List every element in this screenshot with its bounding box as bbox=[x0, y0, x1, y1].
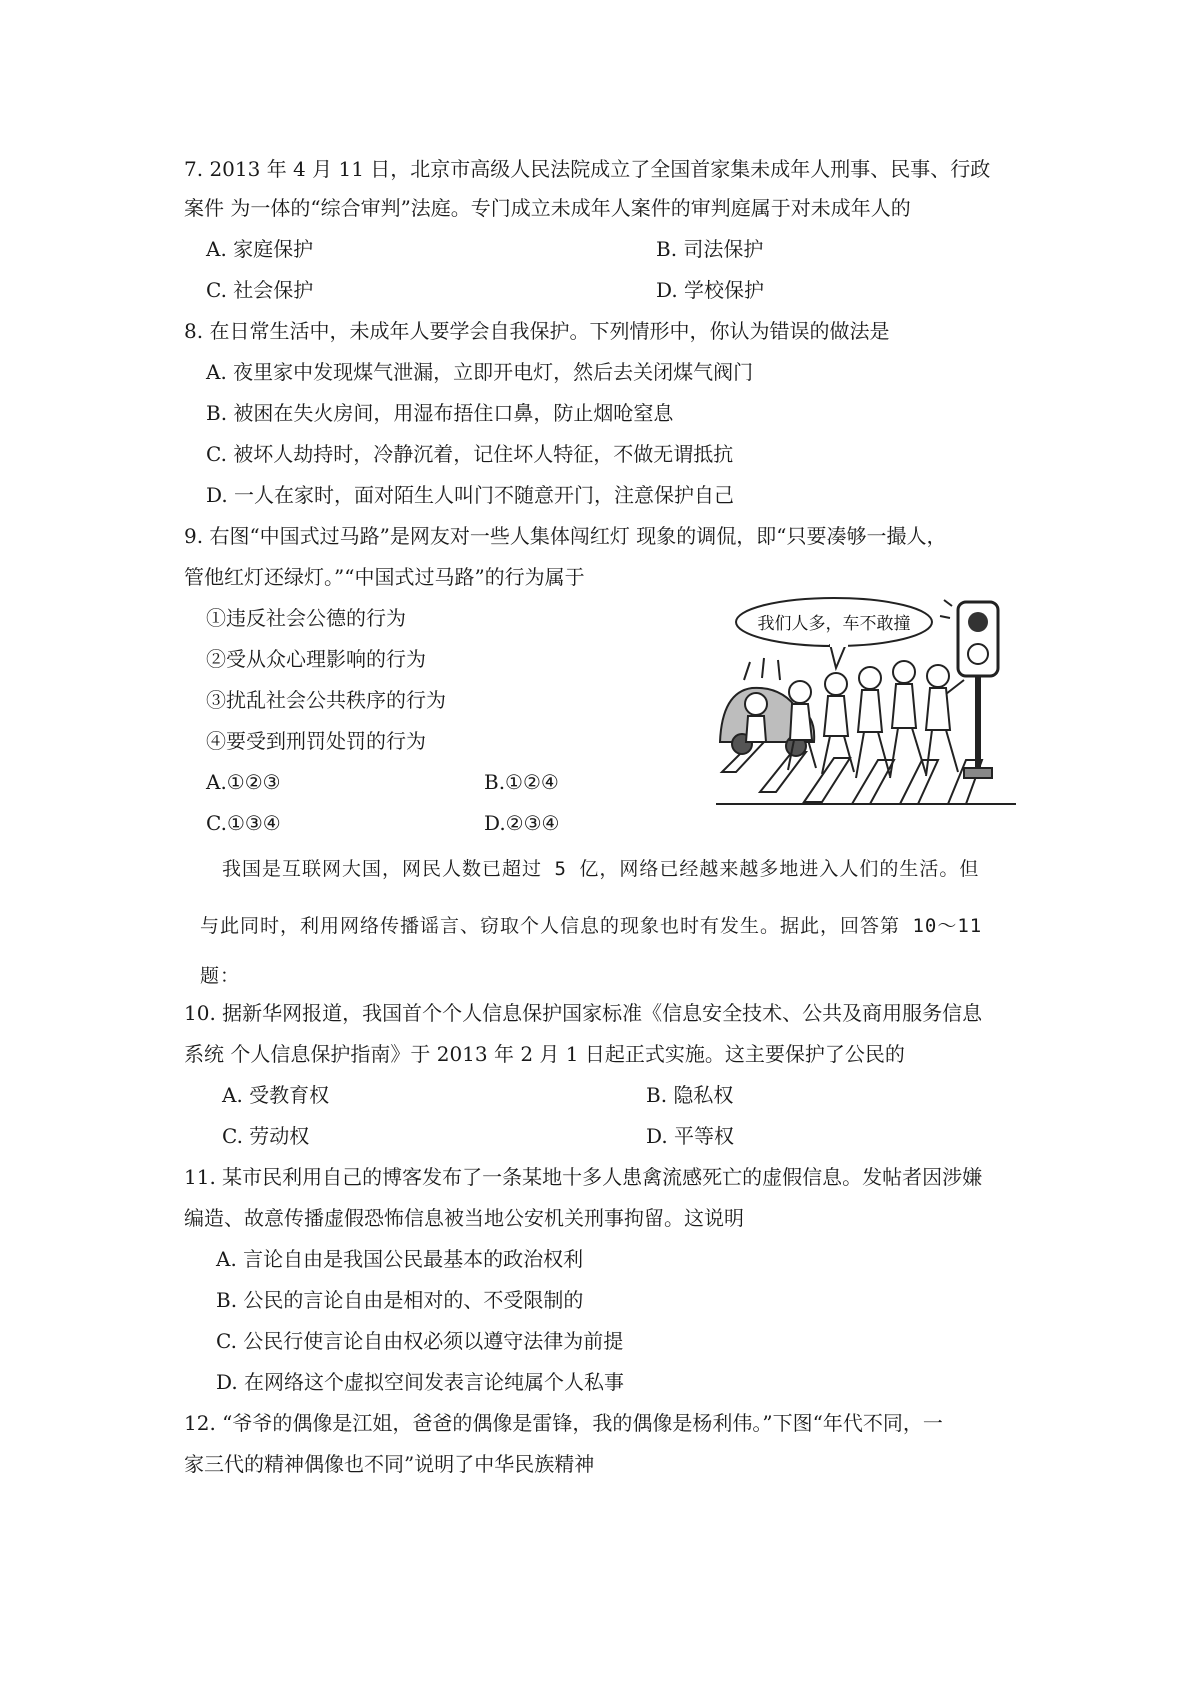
q9-stem-line2: 管他红灯还绿灯。”“中国式过马路”的行为属于 bbox=[184, 565, 585, 589]
q9-option-c: C.①③④ bbox=[206, 811, 281, 835]
q9-stem-line1: 9. 右图“中国式过马路”是网友对一些人集体闯红灯 现象的调侃，即“只要凑够一撮人， bbox=[184, 524, 947, 548]
q10-option-a: A. 受教育权 bbox=[222, 1083, 330, 1107]
q9-statement-4: ④要受到刑罚处罚的行为 bbox=[206, 729, 426, 753]
q8-option-a: A. 夜里家中发现煤气泄漏，立即开电灯，然后去关闭煤气阀门 bbox=[206, 360, 754, 384]
q12-stem-line2: 家三代的精神偶像也不同”说明了中华民族精神 bbox=[184, 1452, 595, 1476]
q9-statement-3: ③扰乱社会公共秩序的行为 bbox=[206, 688, 446, 712]
q11-option-d: D. 在网络这个虚拟空间发表言论纯属个人私事 bbox=[216, 1370, 625, 1394]
q12-stem-line1: 12. “爷爷的偶像是江姐，爸爸的偶像是雷锋，我的偶像是杨利伟。”下图“年代不同，一 bbox=[184, 1411, 943, 1435]
q10-option-b: B. 隐私权 bbox=[646, 1083, 734, 1107]
q10-option-d: D. 平等权 bbox=[646, 1124, 735, 1148]
pedestrian-icon bbox=[890, 661, 926, 778]
q7-option-d: D. 学校保护 bbox=[656, 278, 765, 302]
q9-statement-2: ②受从众心理影响的行为 bbox=[206, 647, 426, 671]
q7-stem-line1: 7. 2013 年 4 月 11 日，北京市高级人民法院成立了全国首家集未成年人刑事、民事、行政 bbox=[184, 157, 991, 181]
traffic-light-icon bbox=[940, 600, 998, 778]
crossing-cartoon-illustration bbox=[712, 592, 1020, 808]
q9-option-d: D.②③④ bbox=[484, 811, 560, 835]
pedestrian-icon bbox=[745, 693, 767, 742]
q7-option-b: B. 司法保护 bbox=[656, 237, 764, 261]
q11-option-c: C. 公民行使言论自由权必须以遵守法律为前提 bbox=[216, 1329, 624, 1353]
q10-option-c: C. 劳动权 bbox=[222, 1124, 310, 1148]
passage-line1: 我国是互联网大国，网民人数已超过 5 亿，网络已经越来越多地进入人们的生活。但 bbox=[222, 858, 980, 880]
q8-option-c: C. 被坏人劫持时，冷静沉着，记住坏人特征，不做无谓抵抗 bbox=[206, 442, 734, 466]
q7-stem-line2: 案件 为一体的“综合审判”法庭。专门成立未成年人案件的审判庭属于对未成年人的 bbox=[184, 196, 911, 220]
q10-stem-line1: 10. 据新华网报道，我国首个个人信息保护国家标准《信息安全技术、公共及商用服务信息 bbox=[184, 1001, 983, 1025]
q9-statement-1: ①违反社会公德的行为 bbox=[206, 606, 406, 630]
speech-bubble-text: 我们人多，车不敢撞 bbox=[757, 614, 911, 634]
q8-option-d: D. 一人在家时，面对陌生人叫门不随意开门，注意保护自己 bbox=[206, 483, 735, 507]
q8-stem: 8. 在日常生活中，未成年人要学会自我保护。下列情形中，你认为错误的做法是 bbox=[184, 319, 890, 343]
passage-line3: 题： bbox=[200, 965, 241, 987]
q10-stem-line2: 系统 个人信息保护指南》于 2013 年 2 月 1 日起正式实施。这主要保护了公民的 bbox=[184, 1042, 905, 1066]
q11-option-b: B. 公民的言论自由是相对的、不受限制的 bbox=[216, 1288, 584, 1312]
q8-option-b: B. 被困在失火房间，用湿布捂住口鼻，防止烟呛窒息 bbox=[206, 401, 674, 425]
q9-option-b: B.①②④ bbox=[484, 770, 559, 794]
q7-option-a: A. 家庭保护 bbox=[206, 237, 314, 261]
q9-option-a: A.①②③ bbox=[206, 770, 281, 794]
q11-option-a: A. 言论自由是我国公民最基本的政治权利 bbox=[216, 1247, 584, 1271]
q7-option-c: C. 社会保护 bbox=[206, 278, 314, 302]
q11-stem-line2: 编造、故意传播虚假恐怖信息被当地公安机关刑事拘留。这说明 bbox=[184, 1206, 744, 1230]
q11-stem-line1: 11. 某市民利用自己的博客发布了一条某地十多人患禽流感死亡的虚假信息。发帖者因涉嫌 bbox=[184, 1165, 983, 1189]
passage-line2: 与此同时，利用网络传播谣言、窃取个人信息的现象也时有发生。据此，回答第 10〜11 bbox=[200, 915, 983, 937]
